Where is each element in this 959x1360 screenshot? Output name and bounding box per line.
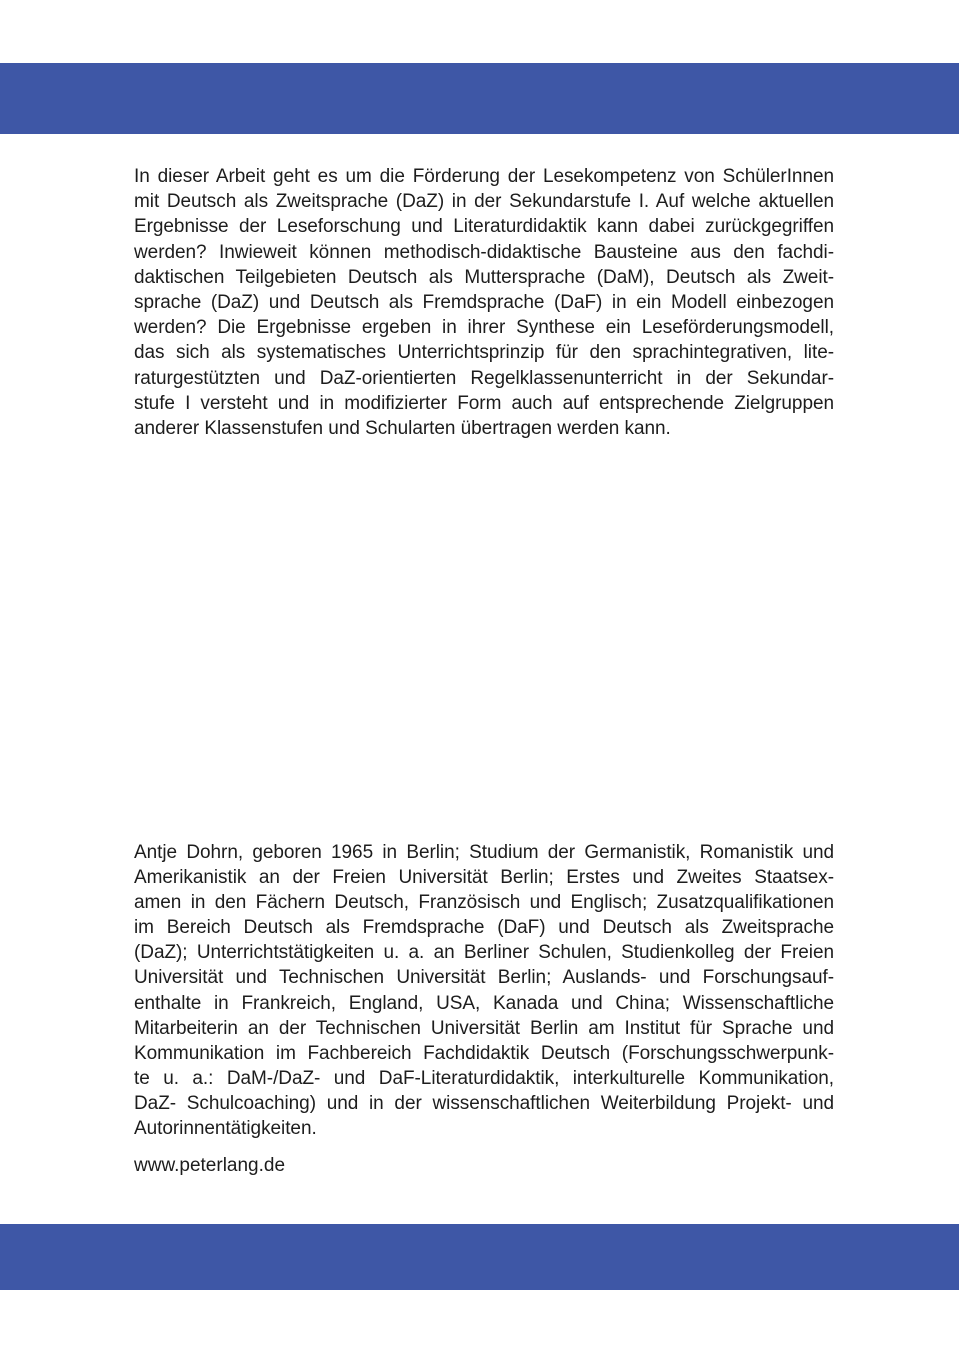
abstract-line: werden? Die Ergebnisse ergeben in ihrer Synthese ein Leseförderungsmodell, xyxy=(134,317,834,339)
author-biography xyxy=(134,840,834,1141)
bio-line: (DaZ); Unterrichtstätigkeiten u. a. an Berliner Schulen, Studienkolleg der Freien xyxy=(134,942,834,964)
abstract-line: anderer Klassenstufen und Schularten übertragen werden kann. xyxy=(134,417,671,439)
abstract-line: stufe I versteht und in modifizierter Form auch auf entsprechende Zielgruppen xyxy=(134,392,834,414)
abstract-line: daktischen Teilgebieten Deutsch als Muttersprache (DaM), Deutsch als Zweit- xyxy=(134,266,834,288)
bio-line: Antje Dohrn, geboren 1965 in Berlin; Studium der Germanistik, Romanistik und xyxy=(134,842,834,863)
abstract-line: werden? Inwieweit können methodisch-didaktische Bausteine aus den fachdi- xyxy=(134,241,834,263)
abstract-line: mit Deutsch als Zweitsprache (DaZ) in der Sekundarstufe I. Auf welche aktuellen xyxy=(134,191,834,213)
bio-line: DaZ- Schulcoaching) und in der wissenschaftlichen Weiterbildung Projekt- und xyxy=(134,1092,834,1114)
bio-line: Amerikanistik an der Freien Universität Berlin; Erstes und Zweites Staatsex- xyxy=(134,867,834,889)
bio-line: enthalte in Frankreich, England, USA, Kanada und China; Wissenschaftliche xyxy=(134,992,834,1014)
bio-line: im Bereich Deutsch als Fremdsprache (DaF) und Deutsch als Zweitsprache xyxy=(134,917,834,939)
bio-line: Kommunikation im Fachbereich Fachdidaktik Deutsch (Forschungsschwerpunk- xyxy=(134,1042,834,1064)
top-blue-band xyxy=(0,63,959,134)
bio-line: Mitarbeiterin an der Technischen Universität Berlin am Institut für Sprache und xyxy=(134,1017,834,1039)
abstract-line: das sich als systematisches Unterrichtsprinzip für den sprachintegrativen, lite- xyxy=(134,342,834,364)
bio-line: te u. a.: DaM-/DaZ- und DaF-Literaturdidaktik, interkulturelle Kommunikation, xyxy=(134,1067,834,1089)
bottom-blue-band xyxy=(0,1224,959,1290)
bio-line: Autorinnentätigkeiten. xyxy=(134,1118,317,1140)
abstract-line: In dieser Arbeit geht es um die Förderung der Lesekompetenz von SchülerInnen xyxy=(134,166,834,187)
abstract-line: raturgestützten und DaZ-orientierten Regelklassenunterricht in der Sekundar- xyxy=(134,367,834,389)
publisher-website: www.peterlang.de xyxy=(134,1155,286,1176)
abstract-line: Ergebnisse der Leseforschung und Literaturdidaktik kann dabei zurückgegriffen xyxy=(134,216,834,238)
bio-line: amen in den Fächern Deutsch, Französisch und Englisch; Zusatzqualifikationen xyxy=(134,892,834,914)
abstract-paragraph xyxy=(134,164,834,441)
bio-line: Universität und Technischen Universität Berlin; Auslands- und Forschungsauf- xyxy=(134,967,834,989)
abstract-line: sprache (DaZ) und Deutsch als Fremdsprache (DaF) in ein Modell einbezogen xyxy=(134,291,834,313)
